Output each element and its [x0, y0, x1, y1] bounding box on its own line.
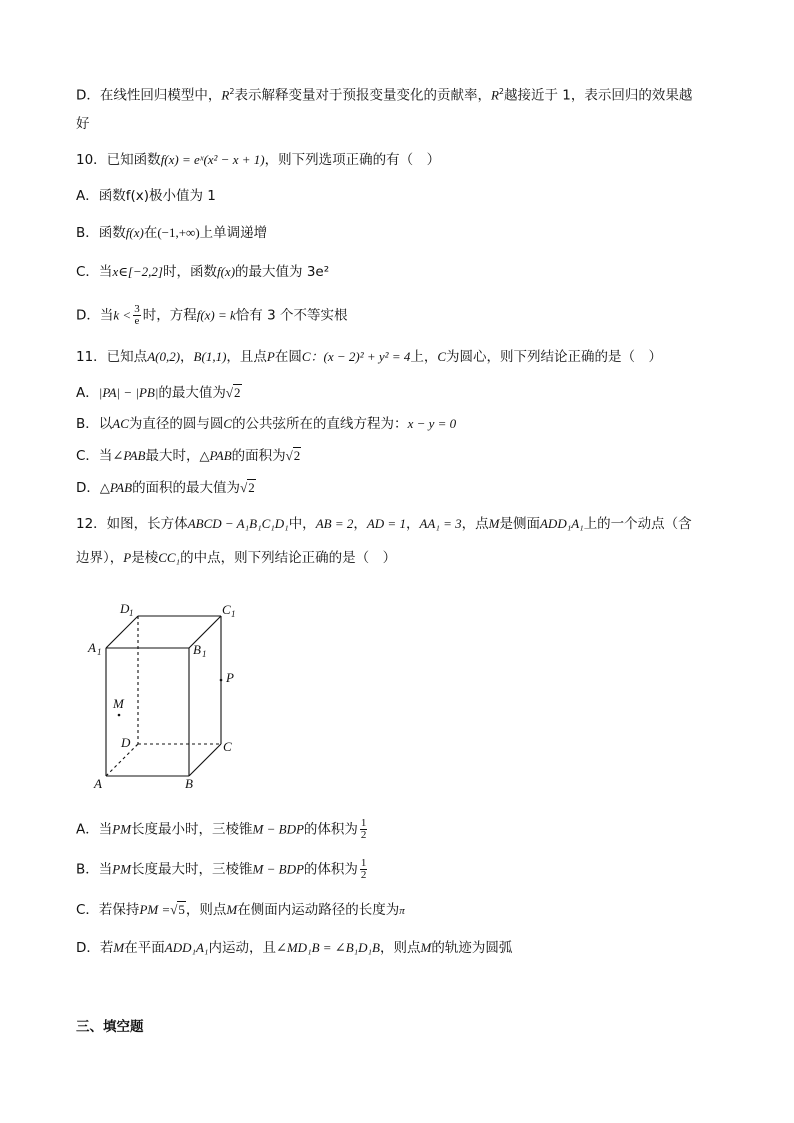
point-m [118, 714, 121, 717]
q12-option-a: A．当PM长度最小时，三棱锥M − BDP的体积为 $\frac{1}{2}$ [76, 817, 367, 841]
label-b1-sub: 1 [202, 649, 207, 659]
q11-option-a: A．|PA| − |PB|的最大值为√2 [76, 385, 241, 401]
sqrt-2: √2 [240, 480, 255, 495]
sqrt-5: √5 [170, 902, 185, 917]
q9-option-d-line2: 好 [76, 116, 90, 132]
section-heading-fill-in: 三、填空题 [76, 1019, 144, 1035]
q12-stem-line2: 边界），P是棱CC₁的中点，则下列结论正确的是（ ） [76, 550, 397, 566]
label-m: M [113, 696, 124, 711]
fraction-3-over-e: $\frac{3}{e}$ [134, 303, 140, 327]
sqrt-2: √2 [285, 448, 301, 463]
cuboid-figure [80, 598, 250, 798]
edge-bc [189, 744, 221, 776]
label-c1-sub: 1 [231, 609, 236, 619]
q10-option-d: D．当k < $\frac{3}{e}$ 时，方程f(x) = k恰有 3 个不等实根 [76, 303, 348, 327]
sqrt-2: √2 [225, 385, 241, 400]
q9-option-d-line1: D．在线性回归模型中，$R^2$表示解释变量对于预报变量变化的贡献率，$R^2$越接近于 1，表示回归的效果越 [76, 87, 693, 104]
point-p [220, 679, 223, 682]
label-d1-sub: 1 [129, 608, 134, 618]
q10-option-c: C．当x∈[−2,2]时，函数f(x)的最大值为 3e² [76, 264, 330, 280]
q10-option-b: B．函数f(x)在(−1,+∞)上单调递增 [76, 225, 268, 241]
fraction-1-over-2: $\frac{1}{2}$ [360, 817, 367, 841]
q10-option-a: A．函数f(x)极小值为 1 [76, 188, 216, 204]
fraction-1-over-2: $\frac{1}{2}$ [360, 857, 367, 881]
label-c1: C [222, 602, 231, 617]
q12-option-c: C．若保持PM =√5，则点M在侧面内运动路径的长度为π [76, 902, 405, 918]
q10-stem: 10．已知函数f(x) = eˣ(x² − x + 1)，则下列选项正确的有（ ） [76, 152, 441, 168]
label-d: D [121, 735, 131, 750]
label-b1: B [193, 642, 201, 657]
label-a1-sub: 1 [97, 647, 102, 657]
q11-option-d: D．△PAB的面积的最大值为√2 [76, 480, 255, 496]
label-a: A [94, 776, 102, 791]
q12-stem-line1: 12．如图，长方体ABCD − A₁B₁C₁D₁中，AB = 2，AD = 1，AA₁ = 3，点M是侧面ADD₁A₁上的一个动点（含 [76, 516, 692, 532]
label-c: C [223, 739, 232, 754]
q12-option-d: D．若M在平面ADD₁A₁内运动，且∠MD₁B = ∠B₁D₁B，则点M的轨迹为圆弧 [76, 940, 513, 956]
q11-option-c: C．当∠PAB最大时，△PAB的面积为√2 [76, 448, 301, 464]
q11-option-b: B．以AC为直径的圆与圆C的公共弦所在的直线方程为：x − y = 0 [76, 416, 457, 432]
q11-stem: 11．已知点A(0,2)，B(1,1)，且点P在圆C：(x − 2)² + y² = 4上，C为圆心，则下列结论正确的是（ ） [76, 349, 663, 365]
label-p: P [226, 670, 234, 685]
q12-option-b: B．当PM长度最大时，三棱锥M − BDP的体积为 $\frac{1}{2}$ [76, 857, 367, 881]
label-b: B [185, 776, 193, 791]
label-d1: D [120, 601, 130, 616]
edge-a1d1 [106, 616, 138, 648]
label-a1: A [88, 640, 96, 655]
